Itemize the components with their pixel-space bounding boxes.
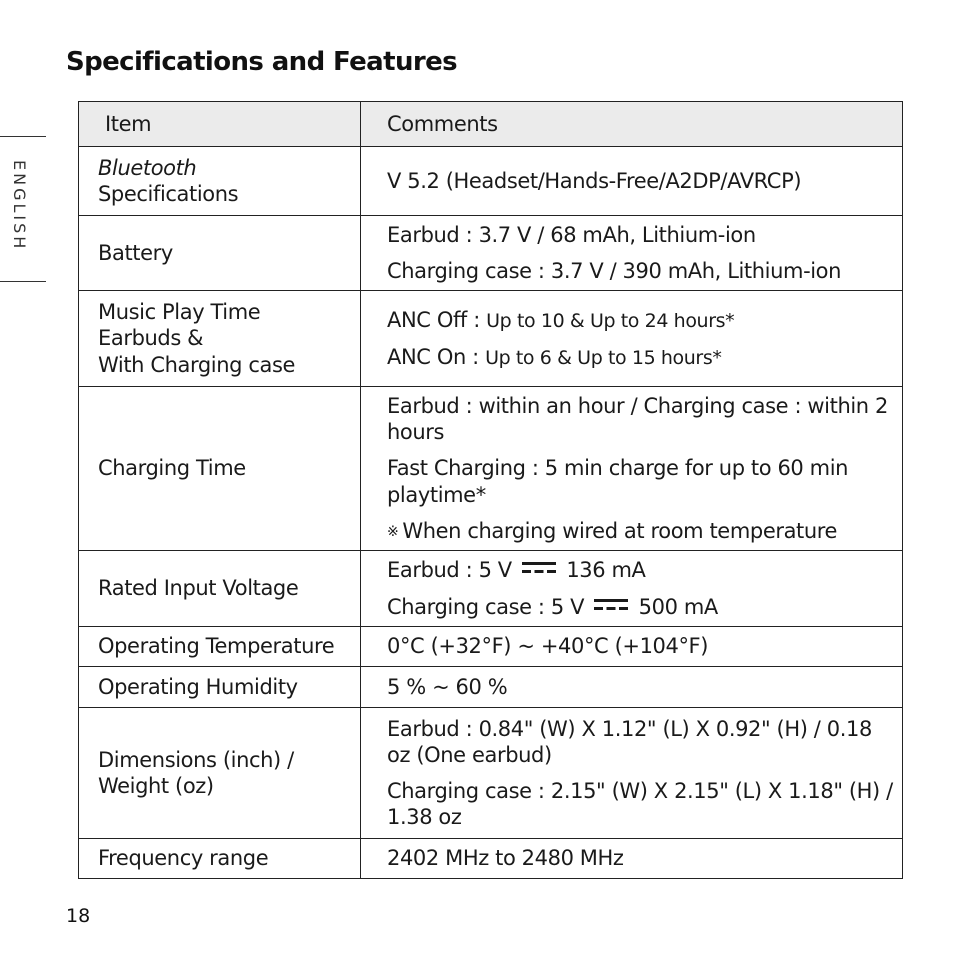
table-header-row	[79, 102, 903, 147]
language-side-tab	[0, 136, 46, 282]
item-name-line: With Charging case	[98, 352, 296, 377]
item-name-line: Music Play Time	[98, 300, 261, 325]
dc-current-symbol-icon	[522, 562, 556, 574]
table-row-operating-temperature	[79, 627, 903, 667]
comment-cell	[361, 551, 903, 627]
note-text: When charging wired at room temperature	[402, 518, 838, 543]
table-row-music-play-time	[79, 291, 903, 387]
anc-on-value: Up to 6 & Up to 15 hours*	[485, 346, 722, 369]
current-value: 500 mA	[638, 594, 718, 619]
comment-cell	[361, 708, 903, 839]
item-name: Dimensions (inch) / Weight (oz)	[79, 708, 361, 839]
comment-line: Fast Charging : 5 min charge for up to 60 min playtime*	[387, 456, 849, 507]
comment-cell	[361, 387, 903, 551]
specifications-table	[78, 101, 903, 879]
anc-off-line	[387, 307, 896, 334]
anc-off-label: ANC Off :	[387, 307, 487, 332]
current-value: 136 mA	[566, 558, 646, 583]
comment-line: 5 % ~ 60 %	[361, 667, 903, 708]
voltage-line	[387, 594, 896, 620]
item-cell	[79, 147, 361, 216]
item-cell	[79, 291, 361, 387]
comment-line: Charging case : 3.7 V / 390 mAh, Lithium-ion	[387, 259, 842, 283]
dc-current-symbol-icon	[594, 599, 628, 611]
comment-line: Charging case : 2.15" (W) X 2.15" (L) X 1.18" (H) / 1.38 oz	[387, 779, 893, 830]
item-name: Battery	[79, 216, 361, 291]
comment-line: Earbud : within an hour / Charging case : within 2 hours	[387, 393, 888, 445]
item-name-italic: Bluetooth	[98, 155, 197, 180]
reference-mark: ※	[387, 523, 399, 540]
item-name: Frequency range	[79, 839, 361, 879]
table-row-frequency-range	[79, 839, 903, 879]
voltage-prefix: Charging case : 5 V	[387, 594, 585, 619]
table-row-bluetooth	[79, 147, 903, 216]
comment-line: 2402 MHz to 2480 MHz	[361, 839, 903, 879]
comment-line: Earbud : 0.84" (W) X 1.12" (L) X 0.92" (H) / 0.18 oz (One earbud)	[387, 716, 872, 767]
page-title: Specifications and Features	[66, 47, 457, 77]
comment-line: 0°C (+32°F) ~ +40°C (+104°F)	[361, 627, 903, 667]
comment-line: Earbud : 3.7 V / 68 mAh, Lithium-ion	[387, 222, 756, 247]
item-name: Charging Time	[79, 387, 361, 551]
item-name-line: Earbuds &	[98, 326, 204, 351]
header-comments: Comments	[361, 102, 903, 147]
item-name: Operating Temperature	[79, 627, 361, 667]
comment-cell	[361, 216, 903, 291]
table-row-operating-humidity	[79, 667, 903, 708]
table-row-battery	[79, 216, 903, 291]
anc-on-line	[387, 344, 896, 371]
table-row-dimensions	[79, 708, 903, 839]
item-name: Specifications	[98, 182, 239, 206]
voltage-line	[387, 557, 896, 583]
comment-cell	[361, 147, 903, 216]
comment-cell	[361, 291, 903, 387]
item-name: Operating Humidity	[79, 667, 361, 708]
note-line	[387, 518, 896, 544]
comment-line: V 5.2 (Headset/Hands-Free/A2DP/AVRCP)	[387, 168, 802, 193]
table-row-charging-time	[79, 387, 903, 551]
language-label: ENGLISH	[10, 160, 29, 252]
page-number: 18	[66, 905, 91, 927]
voltage-prefix: Earbud : 5 V	[387, 558, 512, 583]
table-row-rated-input-voltage	[79, 551, 903, 627]
side-tab-top-divider	[0, 136, 46, 137]
anc-on-label: ANC On :	[387, 344, 486, 369]
side-tab-bottom-divider	[0, 281, 46, 282]
item-name: Rated Input Voltage	[79, 551, 361, 627]
header-item: Item	[79, 102, 361, 147]
anc-off-value: Up to 10 & Up to 24 hours*	[486, 309, 735, 332]
